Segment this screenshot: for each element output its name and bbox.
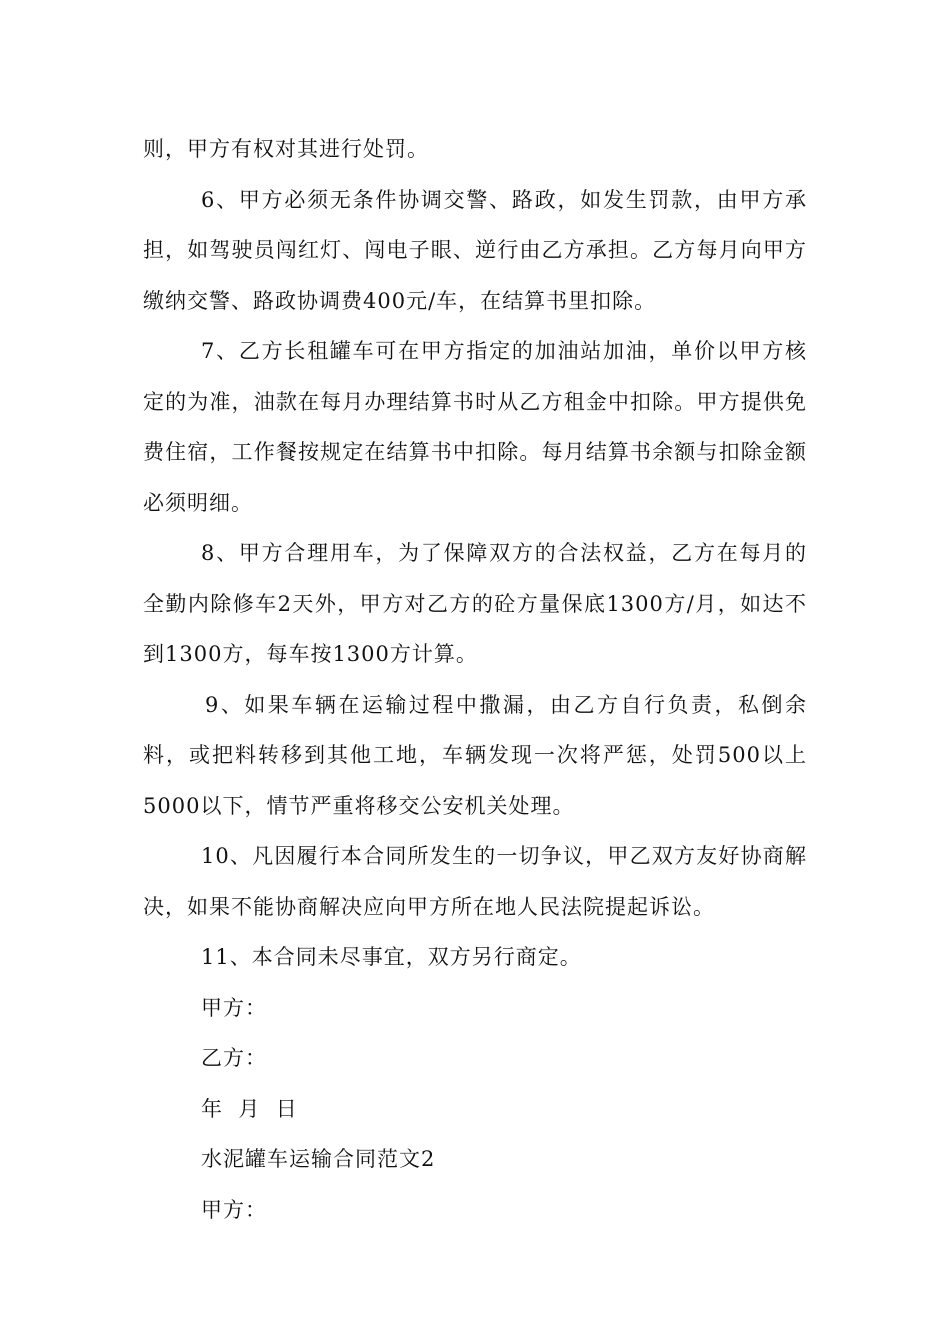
signature-party-a: 甲方： — [201, 995, 267, 1020]
clause-8: 8、甲方合理用车，为了保障双方的合法权益，乙方在每月的全勤内除修车2天外，甲方对乙方的砼方量保底1300方/月，如达不到1300方，每车按1300方计算。 — [143, 541, 807, 666]
next-contract-party-a: 甲方： — [201, 1197, 267, 1222]
clause-6: 6、甲方必须无条件协调交警、路政，如发生罚款，由甲方承担，如驾驶员闯红灯、闯电子眼、逆行由乙方承担。乙方每月向甲方缴纳交警、路政协调费400元/车，在结算书里扣除。 — [143, 187, 807, 313]
clause-10: 10、凡因履行本合同所发生的一切争议，甲乙双方友好协商解决，如果不能协商解决应向甲方所在地人民法院提起诉讼。 — [143, 844, 807, 919]
next-contract-title: 水泥罐车运输合同范文2 — [201, 1147, 436, 1171]
document-body — [143, 124, 807, 1235]
clause-11: 11、本合同未尽事宜，双方另行商定。 — [201, 945, 582, 969]
signature-date: 年 月 日 — [201, 1096, 298, 1121]
clause-7: 7、乙方长租罐车可在甲方指定的加油站加油，单价以甲方核定的为准，油款在每月办理结算书时从乙方租金中扣除。甲方提供免费住宿，工作餐按规定在结算书中扣除。每月结算书余额与扣除金额必须明细。 — [143, 339, 807, 515]
signature-party-b: 乙方： — [201, 1046, 267, 1070]
clause-9: 9、如果车辆在运输过程中撒漏，由乙方自行负责，私倒余料，或把料转移到其他工地，车辆发现一次将严惩，处罚500以上5000以下，情节严重将移交公安机关处理。 — [143, 692, 807, 818]
paragraph-continuation: 则，甲方有权对其进行处罚。 — [143, 137, 429, 161]
